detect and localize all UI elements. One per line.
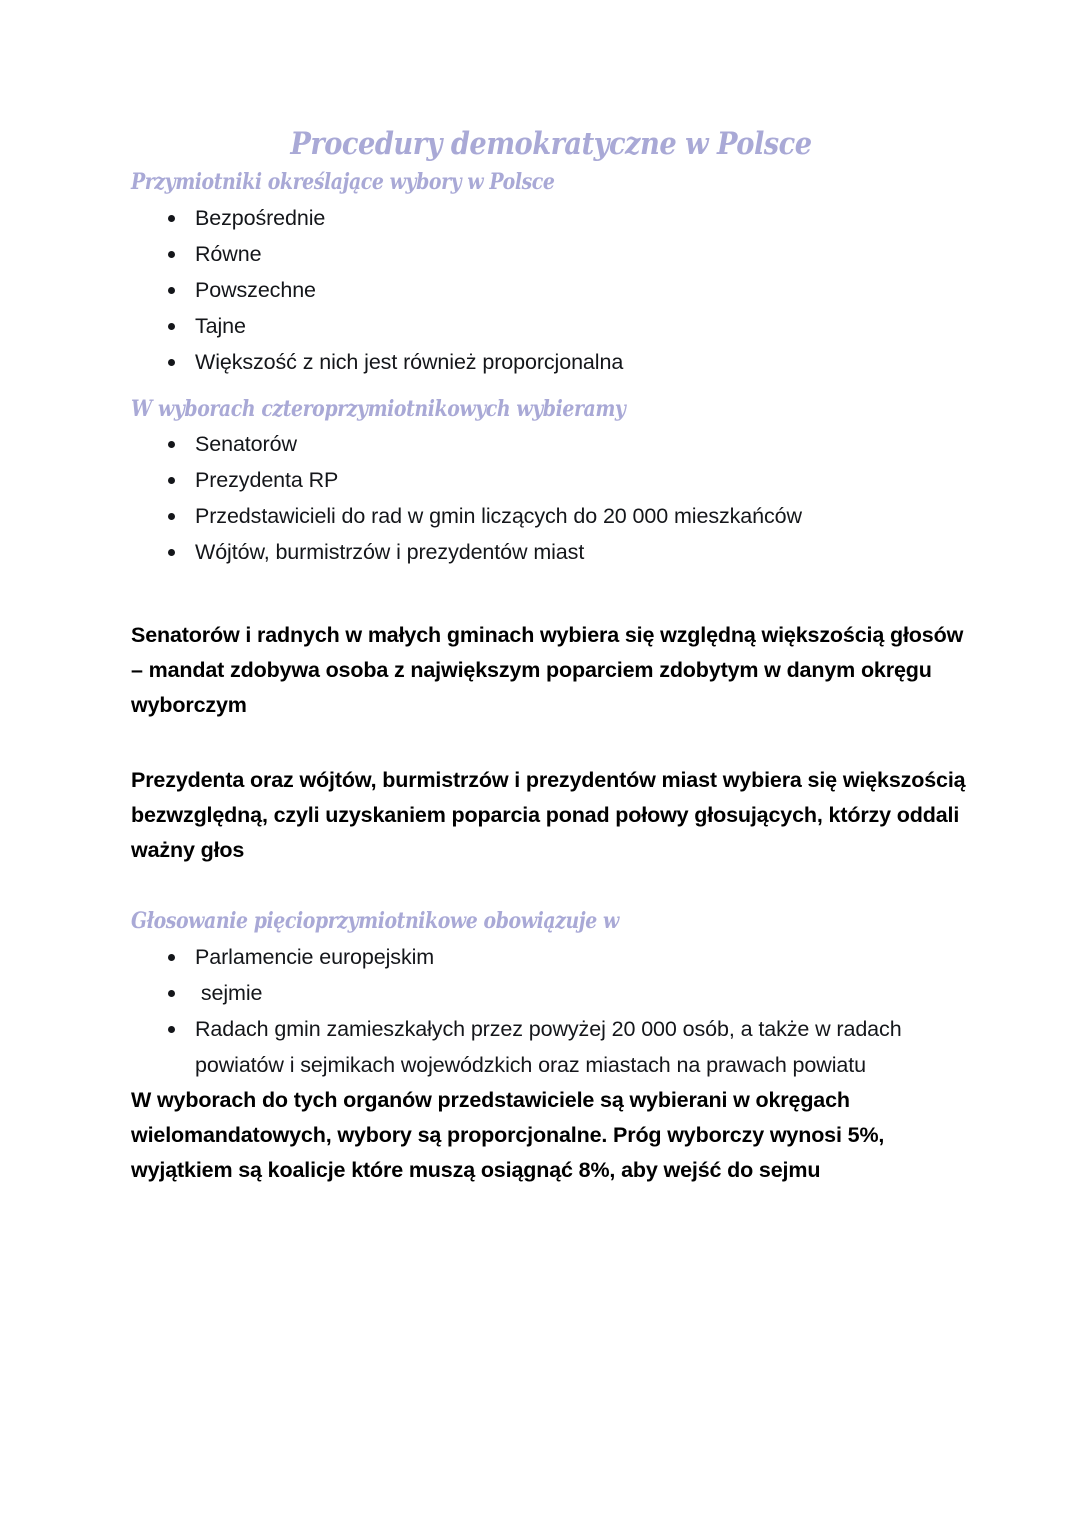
bullet-list-piecioprzymiotnikowe	[131, 939, 971, 1083]
list-item: Wójtów, burmistrzów i prezydentów miast	[131, 534, 971, 570]
section-heading-czteroprzymiotnikowe: W wyborach czteroprzymiotnikowych wybieramy	[131, 395, 626, 422]
list-item: Większość z nich jest również proporcjonalna	[131, 344, 971, 380]
list-item: Tajne	[131, 308, 971, 344]
bullet-list-czteroprzymiotnikowe	[131, 426, 971, 570]
list-item: sejmie	[131, 975, 971, 1011]
list-item: Bezpośrednie	[131, 200, 971, 236]
list-item: Powszechne	[131, 272, 971, 308]
spacer	[131, 723, 971, 763]
paragraph-relative-majority: Senatorów i radnych w małych gminach wybiera się względną większością głosów – mandat zdobywa osoba z największym poparciem zdobytym w danym okręgu wyborczym	[131, 623, 964, 718]
paragraph-proportional-threshold: W wyborach do tych organów przedstawiciele są wybierani w okręgach wielomandatowych, wybory są proporcjonalne. Próg wyborczy wynosi 5%, wyjątkiem są koalicje które muszą osiągnąć 8%, aby wejść do sejmu	[131, 1087, 885, 1182]
list-item: Senatorów	[131, 426, 971, 462]
list-item: Radach gmin zamieszkałych przez powyżej 20 000 osób, a także w radach powiatów i sejmikach wojewódzkich oraz miastach na prawach powiatu	[131, 1011, 971, 1083]
spacer	[131, 868, 971, 908]
paragraph-absolute-majority: Prezydenta oraz wójtów, burmistrzów i prezydentów miast wybiera się większością bezwzględną, czyli uzyskaniem poparcia ponad połowy głosujących, którzy oddali ważny głos	[131, 768, 966, 863]
list-item: Prezydenta RP	[131, 462, 971, 498]
list-item: Przedstawicieli do rad w gmin liczących do 20 000 mieszkańców	[131, 498, 971, 534]
document-content	[131, 128, 971, 1188]
section-heading-piecioprzymiotnikowe: Głosowanie pięcioprzymiotnikowe obowiązuje w	[131, 908, 619, 935]
spacer	[131, 570, 971, 618]
page-title: Procedury demokratyczne w Polsce	[290, 126, 812, 162]
list-item: Parlamencie europejskim	[131, 939, 971, 975]
bullet-list-przymiotniki	[131, 200, 971, 380]
list-item: Równe	[131, 236, 971, 272]
section-heading-przymiotniki: Przymiotniki określające wybory w Polsce	[131, 169, 555, 196]
